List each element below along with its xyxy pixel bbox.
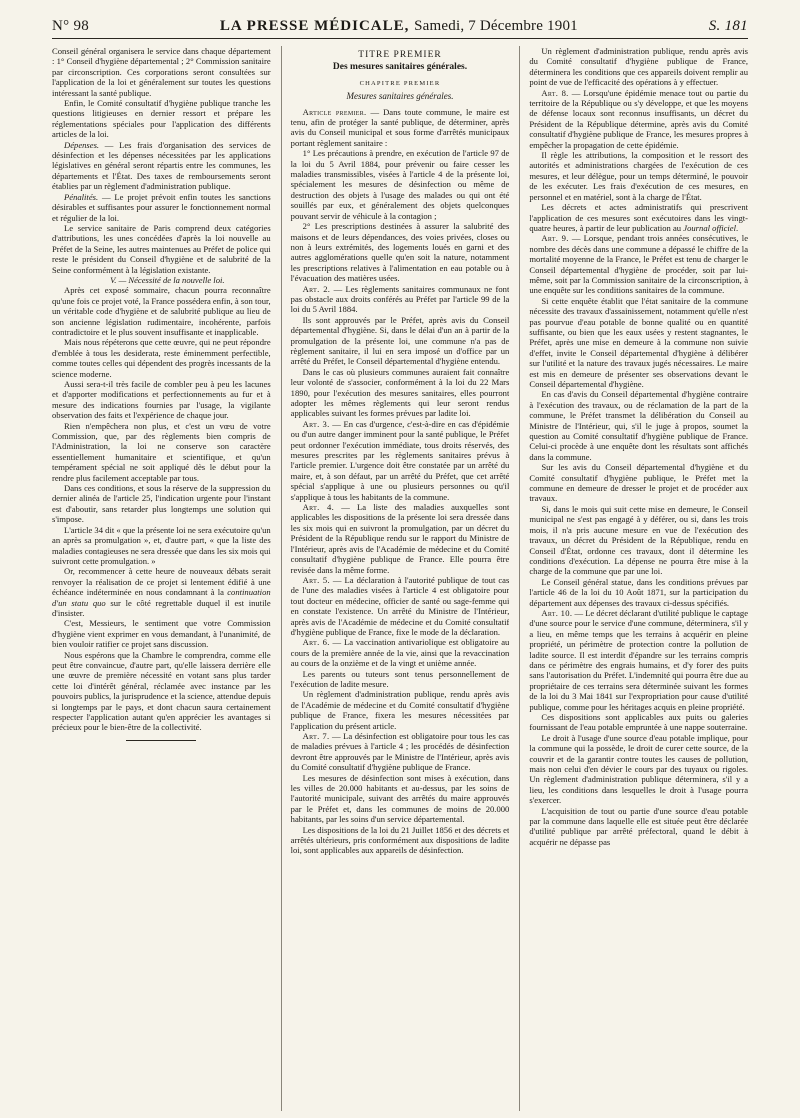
paragraph: Les mesures de désinfection sont mises à exécution, dans les villes de 20.000 habitants et au-dessus, par les soins de l'autorité municipale, suivant des arrêtés du maire approuvés par le Préfet et, dans les communes de moins de 20.000 habitants, par les soins d'un service départemental.	[290, 772, 510, 825]
article-paragraph	[291, 419, 510, 502]
title-subheading: Des mesures sanitaires générales.	[332, 62, 468, 73]
paragraph-text: — Les règlements sanitaires communaux ne font pas obstacle aux droits conférés au Préfet par l'article 99 de la loi du 5 Avril 1884.	[290, 283, 510, 315]
paragraph-text: — Le décret déclarant d'utilité publique le captage d'une source pour le service d'une commune, déterminera, s'il y a lieu, en même temps que les terrains à acquérir en pleine propriété, un périmètre de protection contre la pollution de ladite source. Il est interdit d'épandre sur les terrains compris dans ce périmètre des engrais humains, et d'y forer des puits sans l'autorisation du Préfet. L'indemnité qui pourra être due au propriétaire de ces terrains sera déterminée suivant les formes de la loi du 3 Mai 1841 sur l'expropriation pour cause d'utilité publique, comme pour les héritages acquis en pleine propriété.	[529, 607, 748, 712]
article-paragraph	[291, 284, 510, 315]
paragraph: Les dispositions de la loi du 21 Juillet 1856 et des décrets et arrêtés ultérieurs, pris conformément aux dispositions de ladite loi, sont applicables aux appareils de désinfection.	[290, 824, 510, 856]
run-in-heading: Dépenses.	[64, 139, 100, 150]
article-label: Article premier.	[302, 106, 367, 117]
title-heading: TITRE PREMIER	[358, 50, 442, 60]
column-right	[519, 46, 748, 1111]
italic-text: Journal officiel	[683, 222, 737, 233]
paragraph	[52, 192, 271, 223]
paragraph-text: .	[736, 222, 739, 233]
paragraph: Le droit à l'usage d'une source d'eau potable implique, pour la commune qui la possède, le droit de curer cette source, de la couvrir et de la garantir contre toutes les causes de pollution, mais non celui d'en dévier le cours par des tuyaux ou rigoles. Un règlement d'administration publique déterminera, s'il y a lieu, les conditions dans lesquelles le droit à l'usage pourra s'exercer.	[529, 732, 748, 806]
paragraph: Le Conseil général statue, dans les conditions prévues par l'article 46 de la loi du 10 Août 1871, sur la participation du département aux dépenses des travaux ci-dessus spécifiés.	[529, 576, 748, 608]
paragraph	[52, 566, 271, 618]
column-left	[52, 46, 271, 1111]
paragraph: 1° Les précautions à prendre, en exécution de l'article 97 de la loi du 5 Avril 1884, pour prévenir ou faire cesser les maladies transmissibles, visées à l'article 4 de la présente loi, spécialement les mesures de désinfection ou même de destruction des objets à l'usage des malades ou qui ont été souillés par eux, et généralement des objets quelconques pouvant servir de véhicule à la contagion ;	[290, 148, 510, 221]
paragraph: Ils sont approuvés par le Préfet, après avis du Conseil départemental d'hygiène. Si, dans le délai d'un an à partir de la promulgation de la présente loi, une commune n'a pas de règlement sanitaire, il lui en sera imposé un d'office par un arrêté du Préfet, le Conseil départemental d'hygiène entendu.	[290, 314, 510, 367]
paragraph: Sur les avis du Conseil départemental d'hygiène et du Comité consultatif d'hygiène publique, le Préfet met la commune en demeure de dresser le projet et de procéder aux travaux.	[529, 462, 748, 504]
paragraph	[52, 140, 271, 192]
paragraph: Dans le cas où plusieurs communes auraient fait connaître leur volonté de s'associer, conformément à la loi du 22 Mars 1890, pour l'exécution des mesures sanitaires, elles pourront adopter les mêmes règlements qui leur seront rendus applicables suivant les formes prévues par ladite loi.	[290, 366, 510, 419]
article-label: Art. 4.	[302, 502, 335, 513]
paragraph-text: — La désinfection est obligatoire pour tous les cas de maladies prévues à l'article 4 ; les procédés de désinfection devront être approuvés par le Ministre de l'Intérieur, après avis du Comité consultatif d'hygiène publique de France.	[290, 731, 510, 773]
paragraph: Conseil général organisera le service dans chaque département : 1° Conseil d'hygiène départemental ; 2° Commission sanitaire par circonscription. Ces corporations seront consultées sur l'application de la loi et généralement sur toutes les questions intéressant la santé publique.	[52, 46, 271, 98]
paragraph: Un règlement d'administration publique, rendu après avis de l'Académie de médecine et du Comité consultatif d'hygiène publique de France, fixera les mesures nécessitées par l'application du présent article.	[290, 689, 510, 731]
paragraph: Un règlement d'administration publique, rendu après avis du Comité consultatif d'hygiène publique de France, déterminera les conditions que ces appareils doivent remplir au point de vue de l'efficacité des opérations à y effectuer.	[529, 46, 748, 88]
article-paragraph	[291, 502, 510, 575]
end-rule	[126, 740, 196, 741]
paragraph: En cas d'avis du Conseil départemental d'hygiène contraire à l'exécution des travaux, ou de réclamation de la part de la commune, le Préfet transmet la délibération du Conseil au Ministre de l'Intérieur, qui, s'il le juge à propos, soumet la question au Comité consultatif d'hygiène publique de France. Celui-ci procède à une enquête dont les résultats sont affichés dans la commune.	[529, 389, 748, 462]
paragraph-text: Les décrets et actes administratifs qui prescrivent l'application de ces mesures sont exécutoires dans les vingt-quatre heures, à partir de leur publication au	[529, 202, 748, 233]
article-paragraph	[529, 608, 748, 712]
page-header	[52, 18, 748, 39]
article-label: Art. 8.	[541, 87, 569, 98]
paragraph: Aussi sera-t-il très facile de combler peu à peu les lacunes et d'apporter modifications et perfectionnements au fur et à mesure des indications fournies par l'usage, la vigilante observation des faits et l'expérience de chaque jour.	[52, 379, 271, 421]
paragraph	[529, 202, 748, 233]
paragraph: Il règle les attributions, la composition et le ressort des autorités et administrations chargées de l'exécution de ces mesures, et leur délègue, pour un temps déterminé, le pouvoir de les exécuter. Les frais d'exécution de ces mesures, en personnel et en matériel, sont à la charge de l'État.	[529, 150, 748, 202]
article-paragraph	[529, 88, 748, 150]
paragraph-text: — La vaccination antivariolique est obligatoire au cours de la première année de la vie, ainsi que la revaccination au cours de la onzième et de la vingt et unième année.	[290, 637, 510, 669]
paragraph-text: — La déclaration à l'autorité publique de tout cas de l'une des maladies visées à l'article 4 est obligatoire pour tout docteur en médecine, officier de santé ou sage-femme qui en constate l'existence. Un arrêté du Ministre de l'Intérieur, après avis de l'Académie de médecine et du Comité consultatif d'hygiène publique de France, fixe le mode de la déclaration.	[290, 574, 510, 637]
article-label: Art. 2.	[302, 283, 331, 294]
paragraph: Les parents ou tuteurs sont tenus personnellement de l'exécution de ladite mesure.	[290, 668, 510, 689]
paragraph: Le service sanitaire de Paris comprend deux catégories d'attributions, les unes concédées d'après la loi nouvelle au Préfet de la Seine, les autres maintenues au Préfet de police qui reste le président du Conseil d'hygiène et de salubrité de la Seine conformément à la législation existante.	[52, 222, 271, 275]
article-paragraph	[291, 107, 510, 149]
paragraph: Enfin, le Comité consultatif d'hygiène publique tranche les questions litigieuses en dernier ressort et prépare les réglementations spéciales pour l'application des différents articles de la loi.	[52, 98, 271, 140]
column-middle	[281, 46, 510, 1111]
paragraph: Rien n'empêchera non plus, et c'est un vœu de votre Commission, que, par des règlements bien compris de l'Administration, la loi ne conserve son caractère essentiellement humanitaire et scientifique, et qu'un tempérament spécial ne soit appliqué dès le début pour la rendre plus facilement acceptable par tous.	[52, 420, 271, 483]
paragraph-text: — Le projet prévoit enfin toutes les sanctions désirables et suffisantes pour assurer le fonctionnement normal et régulier de la loi.	[52, 191, 271, 223]
paragraph: Nous espérons que la Chambre le comprendra, comme elle peut être convaincue, d'autre part, qu'elle laissera derrière elle une œuvre de première nécessité en votant sans plus tarder cette loi d'intérêt général, réclamée avec instance par les pouvoirs publics, la jurisprudence et la science, attendue depuis si longtemps par le pays, et dont chacun saura certainement respecter l'application autant qu'en apprécier les avantages si précieux pour le bien-être de la collectivité.	[52, 649, 271, 733]
paragraph-text: — Les frais d'organisation des services de désinfection et les dépenses nécessitées par les applications législatives en général seront répartis entre les communes, les départements et l'État. Des taxes de remboursements seront établies par un règlement d'administration publique.	[52, 139, 271, 192]
paragraph: Si, dans le mois qui suit cette mise en demeure, le Conseil municipal ne s'est pas engagé à y déférer, ou si, dans les trois mois, il n'a pris aucune mesure en vue de l'exécution des travaux, un décret du Président de la République, rendu en Conseil d'État, ordonne ces travaux, dont il détermine les conditions d'exécution. La dépense ne pourra être mise à la charge de la commune que par une loi.	[529, 503, 748, 577]
article-label: Art. 3.	[302, 418, 330, 429]
paragraph: Dans ces conditions, et sous la réserve de la suppression du dernier alinéa de l'article 25, l'indication urgente pour l'instant est d'aboutir, sans retarder plus longtemps une solution qui s'impose.	[52, 483, 271, 525]
section-heading: V. — Nécessité de la nouvelle loi.	[110, 274, 225, 285]
paragraph: Après cet exposé sommaire, chacun pourra reconnaître qu'une fois ce projet voté, la France possédera enfin, à son tour, un véritable code d'hygiène et de salubrité publique au lieu de son ancienne législation rudimentaire, incohérente, parfois contradictoire et le plus souvent insuffisante et inapplicable.	[52, 285, 271, 337]
paragraph: Mais nous répéterons que cette œuvre, qui ne peut répondre d'emblée à tous les desiderata, reste éminemment perfectible, comme toutes celles qui dépendent des progrès incessants de la science moderne.	[52, 337, 271, 379]
paragraph-text: — En cas d'urgence, c'est-à-dire en cas d'épidémie ou d'un autre danger imminent pour la santé publique, le Préfet peut ordonner l'exécution immédiate, tous droits réservés, des mesures prescrites par les règlements sanitaires prévus à l'article premier. L'urgence doit être constatée par un arrêté du maire, et, à son défaut, par un arrêté du Préfet, que cet arrêté spécial s'applique à une ou plusieurs personnes ou qu'il s'applique à tous les habitants de la commune.	[290, 418, 510, 502]
article-paragraph	[291, 731, 510, 773]
chapter-heading: CHAPITRE PREMIER	[359, 79, 441, 87]
paragraph: L'acquisition de tout ou partie d'une source d'eau potable par la commune dans laquelle elle est située peut être déclarée d'utilité publique par arrêté préfectoral, quand le débit à acquérir ne dépasse pas	[529, 805, 748, 847]
paragraph-text: — Dans toute commune, le maire est tenu, afin de protéger la santé publique, de déterminer, après avis du Conseil municipal et sous forme d'arrêtés municipaux portant règlement sanitaire :	[290, 106, 510, 148]
chapter-subheading: Mesures sanitaires générales.	[346, 91, 454, 102]
article-label: Art. 10.	[541, 607, 573, 618]
paragraph: Ces dispositions sont applicables aux puits ou galeries fournissant de l'eau potable empruntée à une nappe souterraine.	[529, 712, 748, 733]
page-folio: S. 181	[708, 18, 748, 34]
article-columns	[52, 46, 748, 1111]
paragraph-text: — Lorsqu'une épidémie menace tout ou partie du territoire de la République ou s'y développe, et que les moyens de défense locaux sont reconnus insuffisants, un décret du Président de la République détermine, après avis du Comité consultatif d'hygiène publique de France, les mesures propres à empêcher la propagation de cette épidémie.	[529, 87, 748, 150]
paragraph-text: — Lorsque, pendant trois années consécutives, le nombre des décès dans une commune a dépassé le chiffre de la mortalité moyenne de la France, le Préfet est tenu de charger le Conseil départemental d'hygiène de procéder, soit par lui-même, soit par la Commission sanitaire de la circonscription, à une enquête sur les conditions sanitaires de la commune.	[529, 233, 748, 296]
article-paragraph	[291, 637, 510, 668]
issue-number: N° 98	[52, 18, 90, 34]
paragraph-text: Or, recommencer à cette heure de nouveaux débats serait renvoyer la réalisation de ce projet si lentement édifié à une échéance indéterminée en nous condamnant à la	[52, 566, 271, 598]
paragraph-text: — La liste des maladies auxquelles sont applicables les dispositions de la présente loi sera dressée dans les six mois qui en suivront la promulgation, par un décret du Président de la République rendu sur le rapport du Ministre de l'Intérieur, après avis de l'Académie de médecine et du Comité consultatif d'hygiène publique de France. Elle pourra être revisée dans la même forme.	[290, 502, 510, 575]
paragraph: C'est, Messieurs, le sentiment que votre Commission d'hygiène vient exprimer en vous demandant, à l'unanimité, de bien vouloir ratifier ce projet sans discussion.	[52, 618, 271, 650]
journal-name: LA PRESSE MÉDICALE,	[219, 18, 410, 34]
article-label: Art. 9.	[541, 233, 569, 244]
journal-title	[220, 18, 578, 35]
article-paragraph	[291, 575, 510, 637]
paragraph: 2° Les prescriptions destinées à assurer la salubrité des maisons et de leurs dépendances, des voies privées, closes ou non à leurs extrémités, des logements loués en garni et des autres agglomérations quelle qu'en soit la nature, notamment les prescriptions relatives à l'alimentation en eau potable ou à l'évacuation des matières usées.	[290, 221, 510, 284]
paragraph: L'article 34 dit « que la présente loi ne sera exécutoire qu'un an après sa promulgation », et, d'autre part, « que la liste des maladies contagieuses ne sera dressée que dans les six mois qui suivront cette promulgation. »	[52, 524, 271, 566]
italic-text: continuation d'un statu quo	[52, 587, 271, 608]
article-label: Art. 5.	[302, 574, 330, 585]
run-in-heading: Pénalités.	[64, 191, 99, 202]
article-label: Art. 7.	[302, 731, 330, 741]
article-label: Art. 6.	[302, 637, 330, 648]
issue-date: Samedi, 7 Décembre 1901	[414, 18, 578, 34]
article-paragraph	[529, 233, 748, 295]
paragraph-text: sur le côté regrettable duquel il est inutile d'insister.	[52, 597, 271, 618]
paragraph: Si cette enquête établit que l'état sanitaire de la commune nécessite des travaux d'assainissement, notamment qu'elle n'est pas pourvue d'eau potable de bonne qualité ou en quantité suffisante, ou bien que les eaux usées y restent stagnantes, le Préfet, après une mise en demeure à la commune non suivie d'effet, invite le Conseil départemental d'hygiène à délibérer sur l'utilité et la nature des travaux jugés nécessaires. Le maire est mis en demeure de présenter ses observations devant le Conseil départemental d'hygiène.	[529, 295, 748, 389]
